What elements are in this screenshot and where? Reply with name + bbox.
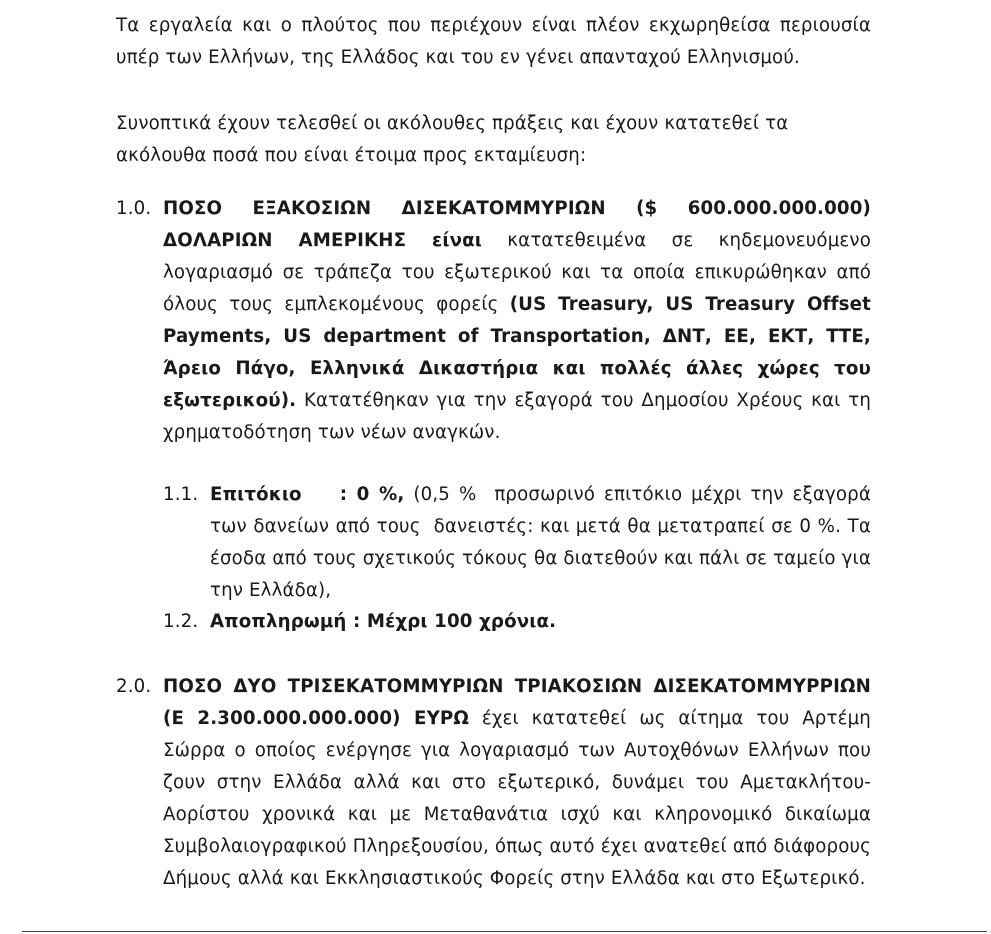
item-2-bold-lead: ΠΟΣΟ ΔΥΟ ΤΡΙΣΕΚΑΤΟΜΜΥΡΙΩΝ ΤΡΙΑΚΟΣΙΩΝ ΔΙΣΕΚΑΤΟΜΜΥΡΡΙΩΝ (Ε 2.300.000.000.000) ΕΥΡΩ (163, 676, 871, 729)
item-1-number: 1.0. (116, 198, 152, 219)
item-1-paragraph (163, 193, 871, 449)
item-1-bold-lead: ΠΟΣΟ ΕΞΑΚΟΣΙΩΝ ΔΙΣΕΚΑΤΟΜΜΥΡΙΩΝ ($ 600.000.000.000) ΔΟΛΑΡΙΩΝ ΑΜΕΡΙΚΗΣ είναι (163, 198, 871, 251)
sub-item-1-1-text: (0,5 % προσωρινό επιτόκιο μέχρι την εξαγορά των δανείων από τους δανειστές: και μετά θα μετατραπεί σε 0 %. Τα έσοδα από τους σχετικούς τόκους θα διατεθούν και πάλι σε ταμείο για την Ελλάδα), (210, 484, 877, 601)
sub-item-1-1-bold: Επιτόκιο : 0 %, (210, 484, 405, 505)
item-1-text-a: κατατεθειμένα σε κηδεμονευόμενο λογαριασμό σε τράπεζα του εξωτερικού και τα οποία επικυρώθηκαν από όλους τους εμπλεκομένους φορείς (163, 230, 871, 315)
page-bottom-rule (22, 931, 987, 932)
item-2-paragraph (163, 671, 871, 895)
item-2-number: 2.0. (116, 676, 152, 697)
sub-item-1-1-paragraph (210, 479, 877, 607)
intro-paragraph-1: Τα εργαλεία και ο πλούτος που περιέχουν είναι πλέον εκχωρηθείσα περιουσία υπέρ των Ελλήνων, της Ελλάδος και του εν γένει απανταχού Ελληνισμού. (116, 15, 871, 68)
sub-item-1-1-number: 1.1. (163, 484, 199, 505)
sub-item-1-2-number: 1.2. (163, 611, 199, 632)
intro-paragraph-2: Συνοπτικά έχουν τελεσθεί οι ακόλουθες πράξεις και έχουν κατατεθεί τα ακόλουθα ποσά που είναι έτοιμα προς εκταμίευση: (116, 113, 789, 166)
sub-item-1-2-paragraph (210, 606, 871, 638)
item-1-text-b: Κατατέθηκαν για την εξαγορά του Δημοσίου Χρέους και τη χρηματοδότηση των νέων αναγκών. (163, 390, 871, 443)
sub-item-1-2-bold: Αποπληρωμή : Μέχρι 100 χρόνια. (210, 611, 557, 632)
item-1-bold-mid: (US Treasury, US Treasury Offset Payments, US department of Transportation, ΔΝΤ, ΕΕ, ΕΚΤ, ΤΤΕ, Άρειο Πάγο, Ελληνικά Δικαστήρια και πολλές άλλες χώρες του εξωτερικού). (163, 294, 871, 411)
item-2-text: έχει κατατεθεί ως αίτημα του Αρτέμη Σώρρα ο οποίος ενέργησε για λογαριασμό των Αυτοχθόνων Ελλήνων που ζουν στην Ελλάδα αλλά και στο εξωτερικό, δυνάμει του Αμετακλήτου- Αορίστου χρονικά και με Μεταθανάτια ισχύ και κληρονομικό δικαίωμα Συμβολαιογραφικού Πληρεξουσίου, όπως αυτό έχει ανατεθεί από διάφορους Δήμους αλλά και Εκκλησιαστικούς Φορείς στην Ελλάδα και στο Εξωτερικό. (163, 708, 871, 889)
